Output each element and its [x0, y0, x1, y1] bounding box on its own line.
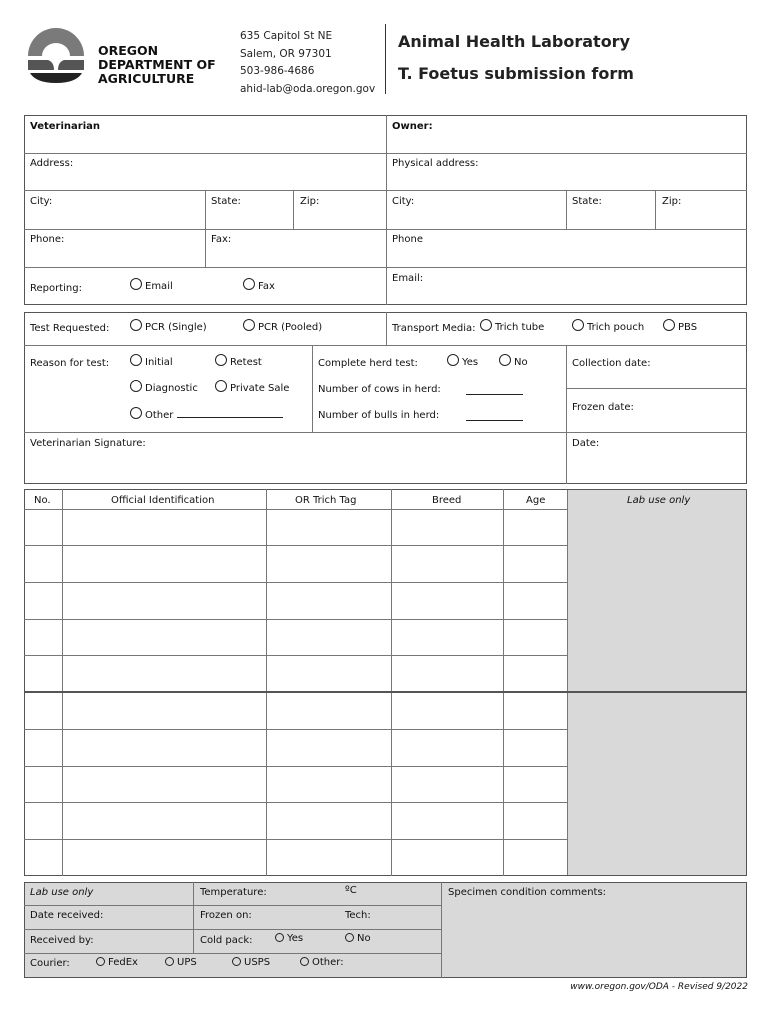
label: UPS: [177, 957, 197, 968]
radio-icon[interactable]: [165, 957, 174, 966]
pcr-single-radio[interactable]: [130, 319, 207, 333]
column-divider: [266, 489, 267, 876]
column-divider: [62, 489, 63, 876]
label: No: [357, 933, 371, 944]
diagnostic-radio[interactable]: [130, 380, 198, 394]
header-trich-tag: OR Trich Tag: [295, 495, 357, 506]
label: PCR (Single): [145, 322, 207, 333]
bulls-input[interactable]: [466, 412, 523, 421]
owner-phone-field[interactable]: Phone: [392, 234, 423, 245]
radio-icon[interactable]: [447, 354, 459, 366]
lab-heading: Lab use only: [30, 887, 94, 898]
date-received-field[interactable]: Date received:: [30, 910, 104, 921]
owner-city-field[interactable]: City:: [392, 196, 415, 207]
table-row: [24, 619, 567, 620]
frozen-on-field[interactable]: Frozen on:: [200, 910, 252, 921]
radio-icon[interactable]: [130, 380, 142, 392]
city: Salem, OR 97301: [240, 47, 332, 60]
org-line: OREGON: [98, 43, 159, 58]
cold-pack-no-radio[interactable]: [345, 933, 371, 944]
other-radio[interactable]: [130, 407, 283, 421]
column-divider: [391, 489, 392, 876]
radio-icon[interactable]: [300, 957, 309, 966]
label: PBS: [678, 322, 698, 333]
label: Yes: [462, 357, 479, 368]
radio-icon[interactable]: [663, 319, 675, 331]
form-title: T. Foetus submission form: [398, 64, 634, 83]
radio-icon[interactable]: [572, 319, 584, 331]
label: Initial: [145, 357, 173, 368]
email[interactable]: ahid-lab@oda.oregon.gov: [240, 82, 376, 95]
radio-icon[interactable]: [215, 380, 227, 392]
lab-title: Animal Health Laboratory: [398, 32, 630, 51]
tech-field[interactable]: Tech:: [345, 910, 371, 921]
owner-email-field[interactable]: Email:: [392, 273, 424, 284]
radio-icon[interactable]: [130, 407, 142, 419]
retest-radio[interactable]: [215, 354, 262, 368]
owner-address-field[interactable]: Physical address:: [392, 158, 479, 169]
reporting-label: Reporting:: [30, 283, 82, 294]
label: Diagnostic: [145, 383, 198, 394]
vet-heading: Veterinarian: [30, 121, 100, 132]
org-name: [98, 44, 216, 86]
oda-logo: [26, 26, 86, 84]
vet-address-field[interactable]: Address:: [30, 158, 74, 169]
radio-icon[interactable]: [345, 933, 354, 942]
herd-yes-radio[interactable]: [447, 354, 478, 368]
signature-field[interactable]: Veterinarian Signature:: [30, 438, 146, 449]
vet-phone-field[interactable]: Phone:: [30, 234, 65, 245]
table-row: [24, 691, 567, 693]
label: No: [514, 357, 528, 368]
fedex-radio[interactable]: [96, 957, 138, 968]
org-line: AGRICULTURE: [98, 71, 195, 86]
frozen-date-field[interactable]: Frozen date:: [572, 402, 634, 413]
initial-radio[interactable]: [130, 354, 173, 368]
radio-icon[interactable]: [130, 319, 142, 331]
date-field[interactable]: Date:: [572, 438, 600, 449]
cold-pack-label: Cold pack:: [200, 935, 253, 946]
header-lab-use: Lab use only: [627, 495, 691, 506]
header-official-id: Official Identification: [111, 495, 215, 506]
trich-tube-radio[interactable]: [480, 319, 544, 333]
complete-herd-label: Complete herd test:: [318, 358, 418, 369]
lab-address: [240, 28, 375, 98]
footer-text: www.oregon.gov/ODA - Revised 9/2022: [570, 982, 748, 992]
vet-fax-field[interactable]: Fax:: [211, 234, 232, 245]
label: Retest: [230, 357, 262, 368]
reporting-fax-radio[interactable]: [243, 278, 275, 292]
owner-state-field[interactable]: State:: [572, 196, 602, 207]
table-row: [24, 582, 567, 583]
header-age: Age: [526, 495, 546, 506]
radio-icon[interactable]: [243, 319, 255, 331]
header-breed: Breed: [432, 495, 462, 506]
owner-heading: Owner:: [392, 121, 433, 132]
header-no: No.: [34, 495, 51, 506]
radio-icon[interactable]: [499, 354, 511, 366]
radio-icon[interactable]: [275, 933, 284, 942]
divider: [385, 24, 386, 94]
table-row: [24, 509, 567, 510]
transport-media-label: Transport Media:: [392, 323, 476, 334]
phone: 503-986-4686: [240, 65, 315, 77]
comments-field[interactable]: Specimen condition comments:: [448, 887, 607, 898]
table-row: [24, 545, 567, 546]
reason-label: Reason for test:: [30, 358, 110, 369]
vet-city-field[interactable]: City:: [30, 196, 53, 207]
bulls-label: Number of bulls in herd:: [318, 410, 440, 421]
label: PCR (Pooled): [258, 322, 323, 333]
label: USPS: [244, 957, 271, 968]
table-row: [24, 729, 567, 730]
other-input[interactable]: [177, 417, 283, 418]
radio-icon[interactable]: [130, 354, 142, 366]
label: Yes: [287, 933, 304, 944]
received-by-field[interactable]: Received by:: [30, 935, 94, 946]
ups-radio[interactable]: [165, 957, 197, 968]
label: Email: [145, 281, 173, 292]
radio-icon[interactable]: [243, 278, 255, 290]
org-line: DEPARTMENT OF: [98, 57, 216, 72]
temperature-field[interactable]: Temperature:: [200, 887, 267, 898]
radio-icon[interactable]: [232, 957, 241, 966]
radio-icon[interactable]: [96, 957, 105, 966]
label: Private Sale: [230, 383, 290, 394]
cows-label: Number of cows in herd:: [318, 384, 441, 395]
label: FedEx: [108, 957, 138, 968]
table-row: [24, 802, 567, 803]
private-sale-radio[interactable]: [215, 380, 289, 394]
owner-zip-field[interactable]: Zip:: [662, 196, 682, 207]
radio-icon[interactable]: [130, 278, 142, 290]
pcr-pooled-radio[interactable]: [243, 319, 322, 333]
test-requested-label: Test Requested:: [30, 323, 110, 334]
table-row: [24, 839, 567, 840]
usps-radio[interactable]: [232, 957, 270, 968]
herd-no-radio[interactable]: [499, 354, 528, 368]
courier-label: Courier:: [30, 958, 70, 969]
label: Other:: [312, 957, 344, 968]
lab-use-column: [567, 490, 746, 875]
table-row: [24, 766, 567, 767]
vet-zip-field[interactable]: Zip:: [300, 196, 320, 207]
label: Trich pouch: [587, 322, 645, 333]
vet-state-field[interactable]: State:: [211, 196, 241, 207]
radio-icon[interactable]: [215, 354, 227, 366]
collection-date-field[interactable]: Collection date:: [572, 358, 651, 369]
reporting-email-radio[interactable]: [130, 278, 173, 292]
street: 635 Capitol St NE: [240, 30, 333, 42]
label: Fax: [258, 281, 275, 292]
trich-pouch-radio[interactable]: [572, 319, 644, 333]
table-row: [24, 655, 567, 656]
column-divider: [503, 489, 504, 876]
courier-other-radio[interactable]: [300, 957, 344, 968]
cold-pack-yes-radio[interactable]: [275, 933, 303, 944]
cows-input[interactable]: [466, 386, 523, 395]
celsius-unit: ºC: [345, 885, 357, 896]
label: Trich tube: [495, 322, 545, 333]
label: Other: [145, 410, 174, 421]
pbs-radio[interactable]: [663, 319, 697, 333]
radio-icon[interactable]: [480, 319, 492, 331]
